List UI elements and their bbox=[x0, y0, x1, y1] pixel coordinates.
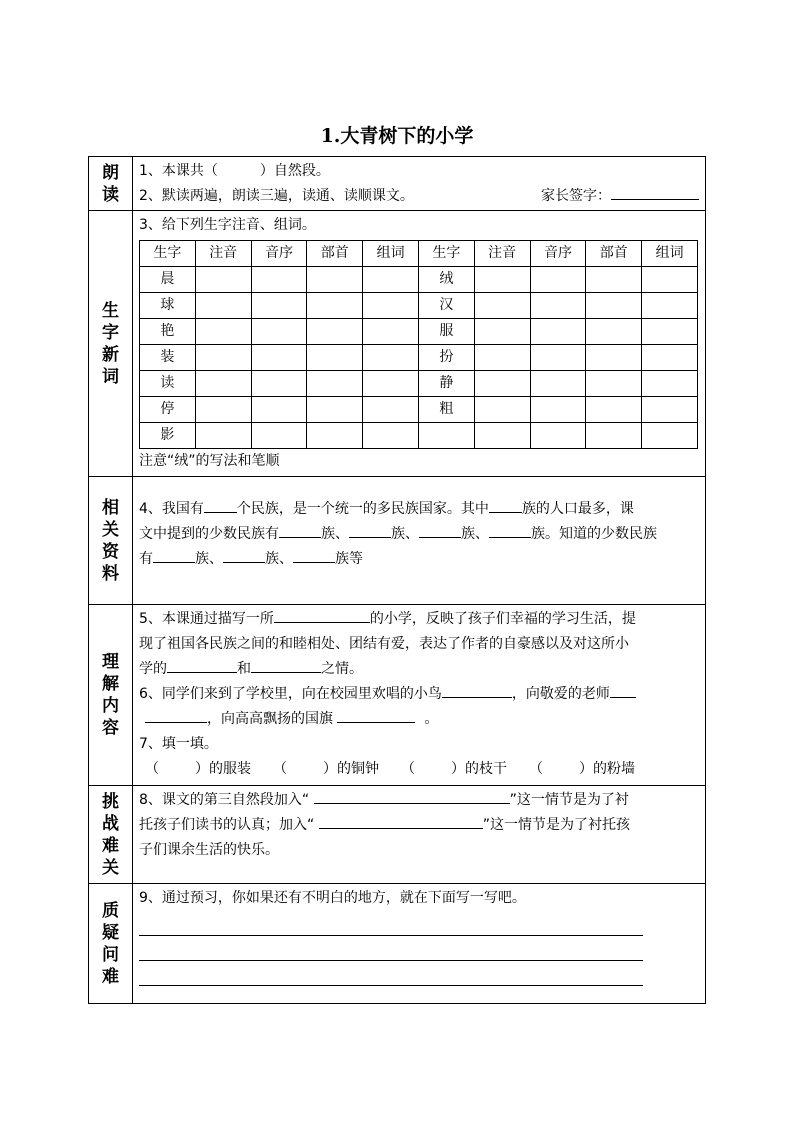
pinyin-cell[interactable] bbox=[195, 293, 251, 319]
teacher-greeting-blank-cont[interactable] bbox=[145, 707, 207, 723]
header-cell: 组词 bbox=[642, 241, 698, 267]
label-char: 相 bbox=[102, 497, 119, 518]
q7-text: 7、填一填。 bbox=[139, 736, 218, 752]
label-char: 朗 bbox=[102, 162, 119, 183]
q4-text: 4、我国有 bbox=[139, 501, 204, 517]
q4-text: 族、 bbox=[195, 551, 223, 567]
character-cell: 读 bbox=[140, 371, 196, 397]
character-cell: 扮 bbox=[418, 345, 474, 371]
radical-cell[interactable] bbox=[307, 293, 363, 319]
fill-text: ）的粉墙 bbox=[579, 761, 635, 777]
character-cell: 晨 bbox=[140, 267, 196, 293]
sequence-cell[interactable] bbox=[251, 267, 307, 293]
label-char: 疑 bbox=[102, 922, 119, 943]
header-cell: 音序 bbox=[530, 241, 586, 267]
pinyin-cell[interactable] bbox=[195, 397, 251, 423]
fill-text: ）的枝干 bbox=[451, 761, 507, 777]
sequence-cell[interactable] bbox=[530, 319, 586, 345]
pinyin-cell[interactable] bbox=[195, 345, 251, 371]
pinyin-cell[interactable] bbox=[195, 371, 251, 397]
q5-text: 的小学，反映了孩子们幸福的学习生活，提 bbox=[369, 611, 636, 627]
header-cell: 生字 bbox=[140, 241, 196, 267]
q5-text: 学的 bbox=[139, 661, 167, 677]
school-blank[interactable] bbox=[274, 607, 370, 623]
label-char: 难 bbox=[102, 835, 119, 856]
character-table bbox=[139, 240, 698, 449]
sequence-cell[interactable] bbox=[251, 371, 307, 397]
q4-text: 族、 bbox=[461, 526, 489, 542]
character-cell bbox=[418, 423, 474, 449]
character-cell: 汉 bbox=[418, 293, 474, 319]
word-cell[interactable] bbox=[642, 397, 698, 423]
section-label-info bbox=[89, 477, 133, 605]
label-char: 关 bbox=[102, 857, 119, 878]
pinyin-cell[interactable] bbox=[474, 371, 530, 397]
radical-cell[interactable] bbox=[586, 397, 642, 423]
section-label-question bbox=[89, 884, 133, 1004]
sequence-cell[interactable] bbox=[530, 267, 586, 293]
word-cell[interactable] bbox=[642, 319, 698, 345]
header-cell: 音序 bbox=[251, 241, 307, 267]
q4-text: 文中提到的少数民族有 bbox=[139, 526, 279, 542]
character-cell: 粗 bbox=[418, 397, 474, 423]
label-char: 内 bbox=[102, 696, 119, 716]
word-cell[interactable] bbox=[642, 267, 698, 293]
q5-text: 和 bbox=[237, 661, 251, 677]
q2-text: 2、默读两遍，朗读三遍，读通、读顺课文。 bbox=[139, 188, 414, 204]
pinyin-cell[interactable] bbox=[474, 423, 530, 449]
sequence-cell[interactable] bbox=[251, 397, 307, 423]
radical-cell[interactable] bbox=[586, 319, 642, 345]
character-cell: 静 bbox=[418, 371, 474, 397]
plot-blank[interactable] bbox=[319, 813, 483, 829]
sequence-cell[interactable] bbox=[530, 397, 586, 423]
label-char: 字 bbox=[102, 322, 119, 343]
q3-text: 3、给下列生字注音、组词。 bbox=[139, 217, 316, 233]
known-ethnic-blank[interactable] bbox=[293, 547, 335, 563]
sequence-cell[interactable] bbox=[530, 371, 586, 397]
character-cell: 影 bbox=[140, 423, 196, 449]
pinyin-cell[interactable] bbox=[195, 423, 251, 449]
ethnic-blank[interactable] bbox=[489, 522, 531, 538]
label-char: 关 bbox=[102, 519, 119, 540]
q8-text: ”这一情节是为了衬托孩 bbox=[482, 817, 630, 833]
label-char: 容 bbox=[102, 718, 119, 738]
q8-text: ”这一情节是为了衬 bbox=[509, 792, 629, 808]
character-table-header bbox=[140, 241, 698, 267]
label-char: 新 bbox=[102, 344, 119, 365]
sequence-cell[interactable] bbox=[530, 345, 586, 371]
word-cell[interactable] bbox=[363, 397, 419, 423]
label-char: 料 bbox=[102, 563, 119, 584]
header-cell: 部首 bbox=[307, 241, 363, 267]
section-challenge bbox=[89, 786, 706, 884]
sequence-cell[interactable] bbox=[530, 293, 586, 319]
label-char: 读 bbox=[102, 184, 119, 205]
section-question bbox=[89, 884, 706, 1004]
bird-greeting-blank[interactable] bbox=[442, 682, 512, 698]
word-cell[interactable] bbox=[363, 371, 419, 397]
fill-text: ）的铜钟 bbox=[323, 761, 379, 777]
q8-text: 8、课文的第三自然段加入“ bbox=[139, 792, 310, 808]
table-row bbox=[140, 371, 698, 397]
sequence-cell[interactable] bbox=[530, 423, 586, 449]
label-char: 资 bbox=[102, 541, 119, 562]
word-cell[interactable] bbox=[642, 371, 698, 397]
sequence-cell[interactable] bbox=[251, 345, 307, 371]
q1-text-end: ）自然段。 bbox=[259, 163, 330, 179]
radical-cell[interactable] bbox=[307, 345, 363, 371]
radical-cell[interactable] bbox=[586, 345, 642, 371]
q4-text: 族的人口最多，课 bbox=[521, 501, 634, 517]
q4-text: 个民族，是一个统一的多民族国家。其中 bbox=[236, 501, 489, 517]
character-cell: 球 bbox=[140, 293, 196, 319]
fill-text: ）的服装 bbox=[195, 761, 251, 777]
q8-text: 子们课余生活的快乐。 bbox=[139, 842, 279, 858]
word-cell[interactable] bbox=[363, 319, 419, 345]
word-cell[interactable] bbox=[642, 423, 698, 449]
sequence-cell[interactable] bbox=[251, 319, 307, 345]
known-ethnic-blank[interactable] bbox=[153, 547, 195, 563]
q6-text: ，向敬爱的老师 bbox=[511, 686, 610, 702]
stroke-note: 注意“绒”的写法和笔顺 bbox=[139, 453, 280, 469]
fill-paren: （ bbox=[145, 761, 159, 777]
section-words bbox=[89, 211, 706, 477]
feeling-blank[interactable] bbox=[251, 657, 321, 673]
table-row bbox=[140, 319, 698, 345]
word-cell[interactable] bbox=[642, 345, 698, 371]
header-cell: 部首 bbox=[586, 241, 642, 267]
teacher-greeting-blank[interactable] bbox=[610, 682, 636, 698]
radical-cell[interactable] bbox=[586, 423, 642, 449]
q8-text: 托孩子们读书的认真；加入“ bbox=[139, 817, 315, 833]
section-understand bbox=[89, 605, 706, 786]
sequence-cell[interactable] bbox=[251, 423, 307, 449]
pinyin-cell[interactable] bbox=[474, 319, 530, 345]
known-ethnic-blank[interactable] bbox=[223, 547, 265, 563]
table-row bbox=[140, 267, 698, 293]
parent-sign-field[interactable] bbox=[611, 184, 699, 200]
label-char: 质 bbox=[102, 900, 119, 921]
q4-text: 族等 bbox=[335, 551, 363, 567]
q5-text: 之情。 bbox=[321, 661, 363, 677]
plot-blank[interactable] bbox=[314, 788, 510, 804]
q4-text: 族、 bbox=[321, 526, 349, 542]
q9-text: 9、通过预习，你如果还有不明白的地方，就在下面写一写吧。 bbox=[139, 890, 526, 906]
section-info bbox=[89, 477, 706, 605]
label-char: 生 bbox=[102, 300, 119, 321]
q6-text: 6、同学们来到了学校里，向在校园里欢唱的小鸟 bbox=[139, 686, 442, 702]
section-label-challenge bbox=[89, 786, 133, 884]
q4-text: 有 bbox=[139, 551, 153, 567]
pinyin-cell[interactable] bbox=[474, 293, 530, 319]
radical-cell[interactable] bbox=[307, 371, 363, 397]
feeling-blank[interactable] bbox=[167, 657, 237, 673]
radical-cell[interactable] bbox=[307, 423, 363, 449]
nation-count-blank[interactable] bbox=[204, 497, 237, 513]
header-cell: 注音 bbox=[474, 241, 530, 267]
q4-text: 族、 bbox=[265, 551, 293, 567]
worksheet-table bbox=[88, 156, 706, 1004]
q5-text: 现了祖国各民族之间的和睦相处、团结有爱，表达了作者的自豪感以及对这所小 bbox=[139, 636, 629, 652]
majority-ethnic-blank[interactable] bbox=[489, 497, 522, 513]
table-row bbox=[140, 345, 698, 371]
pinyin-cell[interactable] bbox=[474, 267, 530, 293]
parent-sign-label: 家长签字： bbox=[541, 188, 611, 204]
writing-line[interactable] bbox=[139, 911, 643, 936]
word-cell[interactable] bbox=[363, 423, 419, 449]
label-char: 难 bbox=[102, 966, 119, 987]
fill-paren: （ bbox=[401, 761, 415, 777]
q4-text: 族、 bbox=[391, 526, 419, 542]
word-cell[interactable] bbox=[363, 293, 419, 319]
character-cell: 绒 bbox=[418, 267, 474, 293]
label-char: 战 bbox=[102, 813, 119, 834]
page-title: 1.大青树下的小学 bbox=[320, 125, 474, 147]
word-cell[interactable] bbox=[363, 267, 419, 293]
radical-cell[interactable] bbox=[586, 267, 642, 293]
sequence-cell[interactable] bbox=[251, 293, 307, 319]
pinyin-cell[interactable] bbox=[195, 319, 251, 345]
ethnic-blank[interactable] bbox=[419, 522, 461, 538]
pinyin-cell[interactable] bbox=[195, 267, 251, 293]
header-cell: 生字 bbox=[418, 241, 474, 267]
fill-paren: （ bbox=[273, 761, 287, 777]
word-cell[interactable] bbox=[363, 345, 419, 371]
writing-line[interactable] bbox=[139, 961, 643, 986]
radical-cell[interactable] bbox=[307, 319, 363, 345]
label-char: 问 bbox=[102, 944, 119, 965]
character-cell: 艳 bbox=[140, 319, 196, 345]
header-cell: 注音 bbox=[195, 241, 251, 267]
label-char: 解 bbox=[102, 674, 119, 694]
pinyin-cell[interactable] bbox=[474, 345, 530, 371]
section-label-words bbox=[89, 211, 133, 477]
flag-greeting-blank[interactable] bbox=[337, 707, 415, 723]
q5-text: 5、本课通过描写一所 bbox=[139, 611, 274, 627]
section-label-read bbox=[89, 157, 133, 211]
header-cell: 组词 bbox=[363, 241, 419, 267]
section-read bbox=[89, 157, 706, 211]
q6-text: ，向高高飘扬的国旗 bbox=[207, 711, 333, 727]
writing-lines bbox=[139, 911, 699, 986]
character-cell: 服 bbox=[418, 319, 474, 345]
ethnic-blank[interactable] bbox=[279, 522, 321, 538]
table-row bbox=[140, 293, 698, 319]
radical-cell[interactable] bbox=[307, 267, 363, 293]
q6-text: 。 bbox=[424, 711, 439, 727]
character-cell: 停 bbox=[140, 397, 196, 423]
section-label-understand bbox=[89, 605, 133, 786]
q4-text: 族。知道的少数民族 bbox=[531, 526, 657, 542]
radical-cell[interactable] bbox=[307, 397, 363, 423]
table-row bbox=[140, 423, 698, 449]
table-row bbox=[140, 397, 698, 423]
word-cell[interactable] bbox=[642, 293, 698, 319]
pinyin-cell[interactable] bbox=[474, 397, 530, 423]
writing-line[interactable] bbox=[139, 936, 643, 961]
character-cell: 装 bbox=[140, 345, 196, 371]
radical-cell[interactable] bbox=[586, 293, 642, 319]
label-char: 理 bbox=[102, 652, 119, 672]
ethnic-blank[interactable] bbox=[349, 522, 391, 538]
fill-paren: （ bbox=[529, 761, 543, 777]
label-char: 词 bbox=[102, 366, 119, 387]
label-char: 挑 bbox=[102, 791, 119, 812]
q1-text: 1、本课共（ bbox=[139, 163, 218, 179]
radical-cell[interactable] bbox=[586, 371, 642, 397]
